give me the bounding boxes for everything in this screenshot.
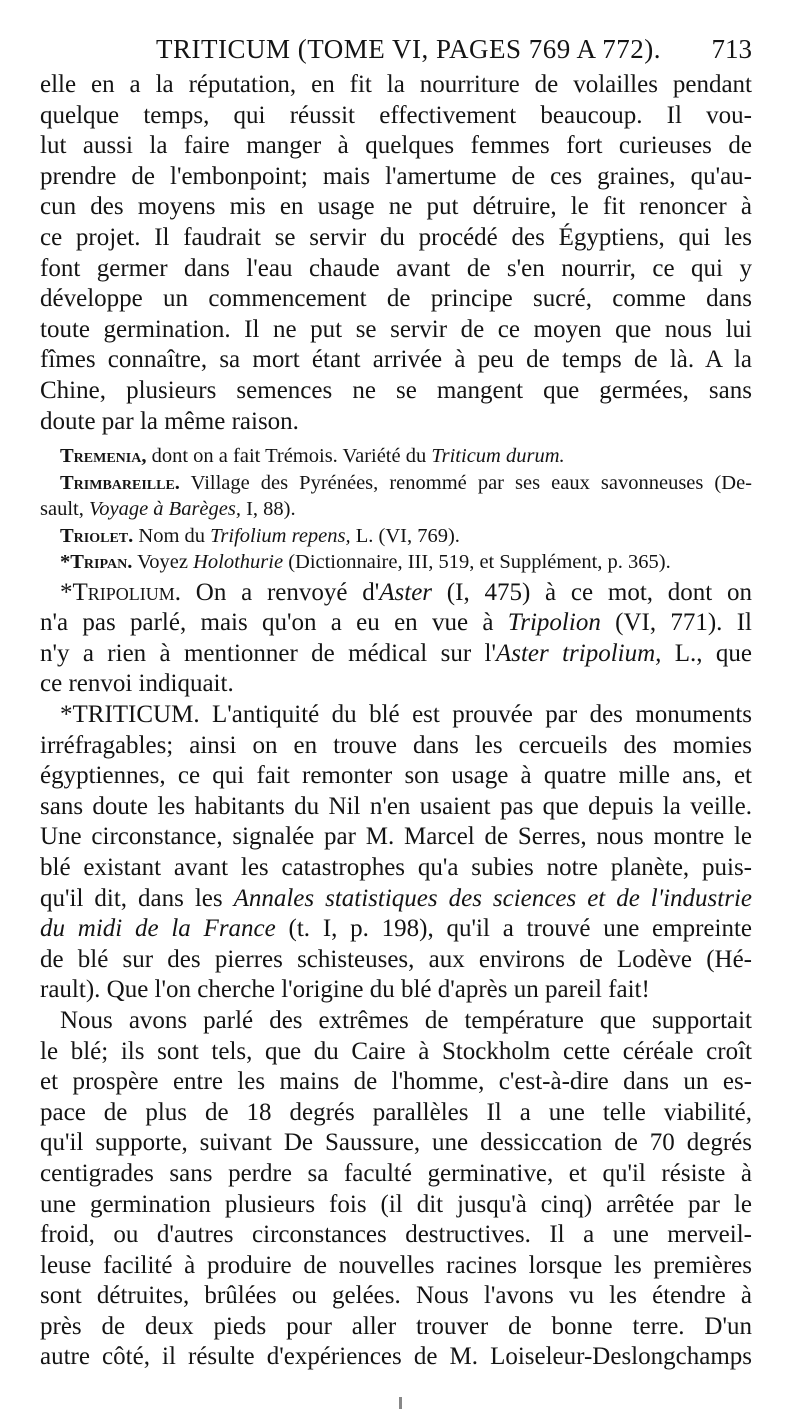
text-line: le blé; ils sont tels, que du Caire à Stockholm cette céréale croît	[40, 1037, 752, 1065]
text-line: développe un commencement de principe sucré, comme dans	[40, 285, 752, 313]
body-text	[40, 70, 752, 1373]
text-line	[40, 700, 752, 731]
entry-head: *TRITICUM.	[60, 701, 200, 728]
entry-italic: Holothurie	[193, 551, 284, 574]
text-run: L., que	[661, 639, 752, 667]
text-line: une germination plusieurs fois (il dit jusqu'à cinq) arrêtée par le	[40, 1190, 752, 1218]
entry-triticum	[40, 700, 752, 1006]
entry-tripolium	[40, 578, 752, 700]
text-line: autre côté, il résulte d'expériences de M. Loiseleur-Deslongchamps	[40, 1343, 752, 1371]
text-line: prendre de l'embonpoint; mais l'amertume de ces graines, qu'au-	[40, 162, 752, 190]
italic-run: Aster	[379, 578, 433, 606]
text-line: pace de plus de 18 degrés parallèles Il a une telle viabilité,	[40, 1098, 752, 1126]
paragraph-continuation	[40, 70, 752, 437]
text-line: cun des moyens mis en usage ne put détruire, le fit renoncer à	[40, 193, 752, 221]
paragraph	[40, 1006, 752, 1373]
text-line: sont détruites, brûlées ou gelées. Nous l'avons vu les étendre à	[40, 1282, 752, 1310]
entry-text: L. (VI, 769).	[350, 524, 460, 547]
entry-trimbareille-cont	[40, 496, 752, 523]
text-line: irréfragables; ainsi on en trouve dans les cercueils des momies	[40, 731, 752, 759]
entry-trimbareille	[40, 470, 752, 497]
entry-text: I, 88).	[240, 498, 296, 521]
entry-triolet	[40, 523, 752, 550]
entry-italic: Triticum durum.	[431, 445, 565, 468]
text-line: égyptiennes, ce qui fait remonter son usage à quatre mille ans, et	[40, 762, 752, 790]
text-line: Chine, plusieurs semences ne se mangent que germées, sans	[40, 376, 752, 404]
text-run: L'antiquité du blé est prouvée par des monuments	[199, 701, 752, 728]
entry-text: Voyez	[132, 551, 194, 574]
page-number: 713	[711, 34, 752, 64]
text-line	[40, 639, 752, 670]
text-run: qu'il dit, dans les	[40, 884, 234, 912]
text-line	[40, 608, 752, 639]
text-line: Une circonstance, signalée par M. Marcel de Serres, nous montre le	[40, 823, 752, 851]
text-line: de blé sur des pierres schisteuses, aux environs de Lodève (Hé-	[40, 945, 752, 973]
text-run: (t. I, p. 198), qu'il a trouvé une empreinte	[275, 915, 752, 943]
entry-tremenia	[40, 443, 752, 470]
text-line: font germer dans l'eau chaude avant de s'en nourrir, ce qui y	[40, 254, 752, 282]
text-line: doute par la même raison.	[40, 407, 299, 435]
running-header	[40, 34, 752, 70]
text-line: lut aussi la faire manger à quelques femmes fort curieuses de	[40, 132, 752, 160]
text-line: Nous avons parlé des extrêmes de température que supportait	[60, 1006, 752, 1034]
text-line: fîmes connaître, sa mort étant arrivée à peu de temps de là. A la	[40, 346, 752, 374]
entry-italic: Voyage à Barèges,	[88, 498, 241, 521]
entry-head: *Tripolium.	[60, 578, 182, 606]
text-line: elle en a la réputation, en fit la nourriture de volailles pendant	[40, 71, 752, 98]
italic-run: du midi de la France	[40, 915, 276, 943]
text-line: toute germination. Il ne put se servir de ce moyen que nous lui	[40, 315, 752, 343]
text-line	[40, 914, 752, 945]
running-title: TRITICUM (TOME VI, PAGES 769 A 772).	[156, 34, 662, 64]
text-line: ce projet. Il faudrait se servir du procédé des Égyptiens, qui les	[40, 223, 752, 251]
text-run: (I, 475) à ce mot, dont on	[432, 578, 752, 606]
text-line: près de deux pieds pour aller trouver de bonne terre. D'un	[40, 1312, 752, 1340]
entry-text: (Dictionnaire, III, 519, et Supplément, p. 365).	[283, 551, 671, 574]
entry-text: Village des Pyrénées, renommé par ses eaux savonneuses (De-	[179, 471, 752, 494]
text-line	[40, 578, 752, 609]
text-line	[40, 884, 752, 915]
italic-run: Annales statistiques des sciences et de l'industrie	[233, 884, 752, 912]
text-line: froid, ou d'autres circonstances destructives. Il a une merveil-	[40, 1221, 752, 1249]
text-line: blé existant avant les catastrophes qu'a subies notre planète, puis-	[40, 853, 752, 881]
text-line: sans doute les habitants du Nil n'en usaient pas que depuis la veille.	[40, 792, 752, 820]
entry-text: dont on a fait Trémois. Variété du	[146, 445, 432, 468]
text-run: (VI, 771). Il	[600, 609, 752, 637]
italic-run: Aster tripolium,	[495, 639, 662, 667]
italic-run: Tripolion	[507, 609, 601, 637]
entry-italic: Trifolium repens,	[210, 524, 351, 547]
text-line: centigrades sans perdre sa faculté germinative, et qu'il résiste à	[40, 1159, 752, 1187]
entry-head: Tremenia,	[60, 445, 147, 468]
text-line: leuse facilité à produire de nouvelles racines lorsque les premières	[40, 1251, 752, 1279]
text-line: rault). Que l'on cherche l'origine du blé d'après un pareil fait!	[40, 976, 650, 1004]
entry-head: *Tripan.	[60, 551, 133, 574]
entry-tripan	[40, 549, 752, 576]
text-run: n'a pas parlé, mais qu'on a eu en vue à	[40, 609, 508, 637]
text-line: ce renvoi indiquait.	[40, 670, 234, 698]
text-run: n'y a rien à mentionner de médical sur l'	[40, 639, 496, 667]
text-run: On a renvoyé d'	[181, 578, 380, 606]
entry-head: Trimbareille.	[60, 471, 180, 494]
text-line: quelque temps, qui réussit effectivement beaucoup. Il vou-	[40, 101, 752, 129]
text-line: et prospère entre les mains de l'homme, c'est-à-dire dans un es-	[40, 1068, 752, 1096]
entry-head: Triolet.	[60, 524, 134, 547]
page-edge-mark	[399, 1397, 402, 1409]
entry-text: Nom du	[133, 524, 211, 547]
entry-text: sault,	[40, 498, 89, 521]
text-line: qu'il supporte, suivant De Saussure, une dessiccation de 70 degrés	[40, 1129, 752, 1157]
